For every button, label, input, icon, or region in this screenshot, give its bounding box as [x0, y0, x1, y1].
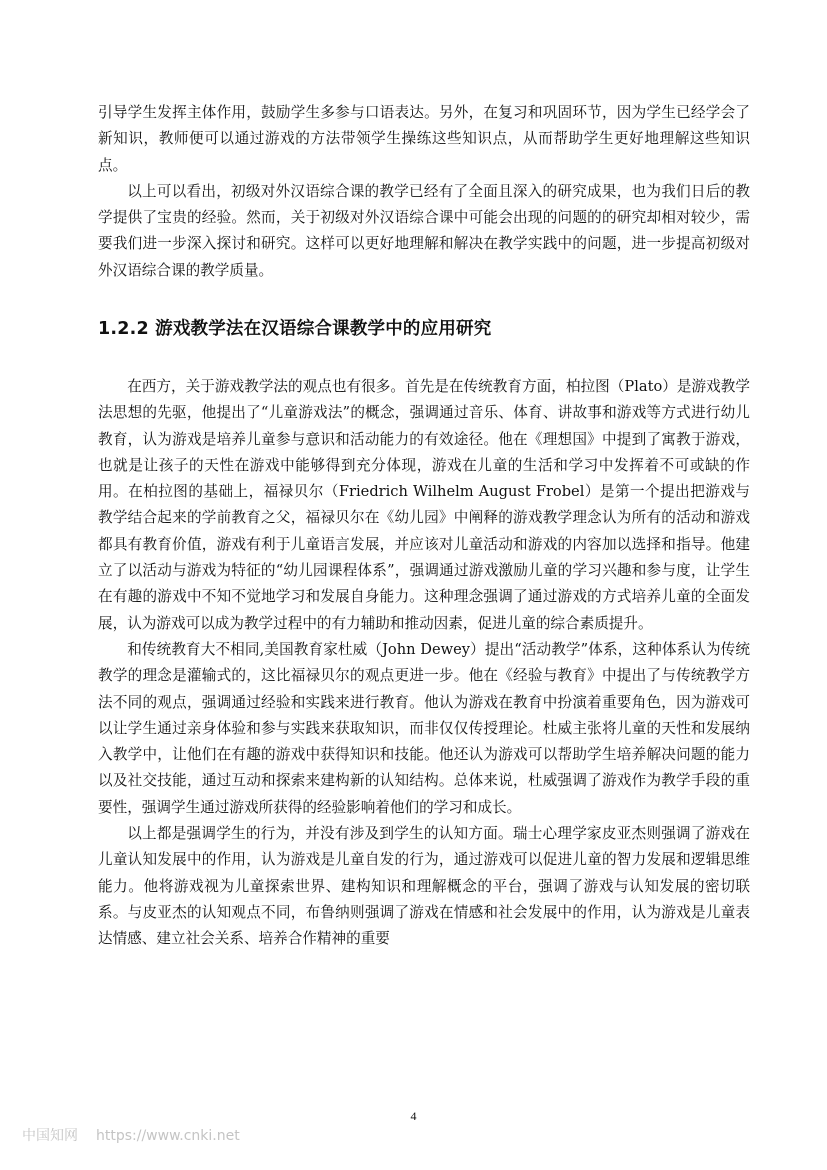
- body-paragraph-5: 以上都是强调学生的行为，并没有涉及到学生的认知方面。瑞士心理学家皮亚杰则强调了游戏在儿童认知发展中的作用，认为游戏是儿童自发的行为，通过游戏可以促进儿童的智力发展和逻辑思维能力。他将游戏视为儿童探索世界、建构知识和理解概念的平台，强调了游戏与认知发展的密切联系。与皮亚杰的认知观点不同，布鲁纳则强调了游戏在情感和社会发展中的作用，认为游戏是儿童表达情感、建立社会关系、培养合作精神的重要: [98, 825, 750, 948]
- watermark-brand: 中国知网: [22, 1128, 78, 1144]
- section-text-block: [98, 374, 750, 953]
- intro-text-block: [98, 100, 750, 284]
- page-number: 4: [410, 1109, 417, 1123]
- section-heading: 1.2.2 游戏教学法在汉语综合课教学中的应用研究: [98, 319, 492, 339]
- body-paragraph-1: 引导学生发挥主体作用，鼓励学生多参与口语表达。另外，在复习和巩固环节，因为学生已经学会了新知识，教师便可以通过游戏的方法带领学生操练这些知识点，从而帮助学生更好地理解这些知识点。: [98, 104, 750, 174]
- body-paragraph-4: 和传统教育大不相同,美国教育家杜威（John Dewey）提出“活动教学”体系，这种体系认为传统教学的理念是灌输式的，这比福禄贝尔的观点更进一步。他在《经验与教育》中提出了与传统教学方法不同的观点，强调通过经验和实践来进行教育。他认为游戏在教育中扮演着重要角色，因为游戏可以让学生通过亲身体验和参与实践来获取知识，而非仅仅传授理论。杜威主张将儿童的天性和发展纳入教学中，让他们在有趣的游戏中获得知识和技能。他还认为游戏可以帮助学生培养解决问题的能力以及社交技能，通过互动和探索来建构新的认知结构。总体来说，杜威强调了游戏作为教学手段的重要性，强调学生通过游戏所获得的经验影响着他们的学习和成长。: [98, 640, 750, 816]
- body-paragraph-3: 在西方，关于游戏教学法的观点也有很多。首先是在传统教育方面，柏拉图（Plato）是游戏教学法思想的先驱，他提出了“儿童游戏法”的概念，强调通过音乐、体育、讲故事和游戏等方式进行幼儿教育，认为游戏是培养儿童参与意识和活动能力的有效途径。他在《理想国》中提到了寓教于游戏，也就是让孩子的天性在游戏中能够得到充分体现，游戏在儿童的生活和学习中发挥着不可或缺的作用。在柏拉图的基础上，福禄贝尔（Friedrich Wilhelm August Frobel）是第一个提出把游戏与教学结合起来的学前教育之父，福禄贝尔在《幼儿园》中阐释的游戏教学理念认为所有的活动和游戏都具有教育价值，游戏有利于儿童语言发展，并应该对儿童活动和游戏的内容加以选择和指导。他建立了以活动与游戏为特征的“幼儿园课程体系”，强调通过游戏激励儿童的学习兴趣和参与度，让学生在有趣的游戏中不知不觉地学习和发展自身能力。这种理念强调了通过游戏的方式培养儿童的全面发展，认为游戏可以成为教学过程中的有力辅助和推动因素，促进儿童的综合素质提升。: [98, 378, 750, 632]
- body-paragraph-2: 以上可以看出，初级对外汉语综合课的教学已经有了全面且深入的研究成果，也为我们日后的教学提供了宝贵的经验。然而，关于初级对外汉语综合课中可能会出现的问题的的研究却相对较少，需要我们进一步深入探讨和研究。这样可以更好地理解和解决在教学实践中的问题，进一步提高初级对外汉语综合课的教学质量。: [98, 182, 750, 279]
- watermark-url: https://www.cnki.net: [96, 1128, 240, 1144]
- cnki-watermark: [22, 1126, 240, 1146]
